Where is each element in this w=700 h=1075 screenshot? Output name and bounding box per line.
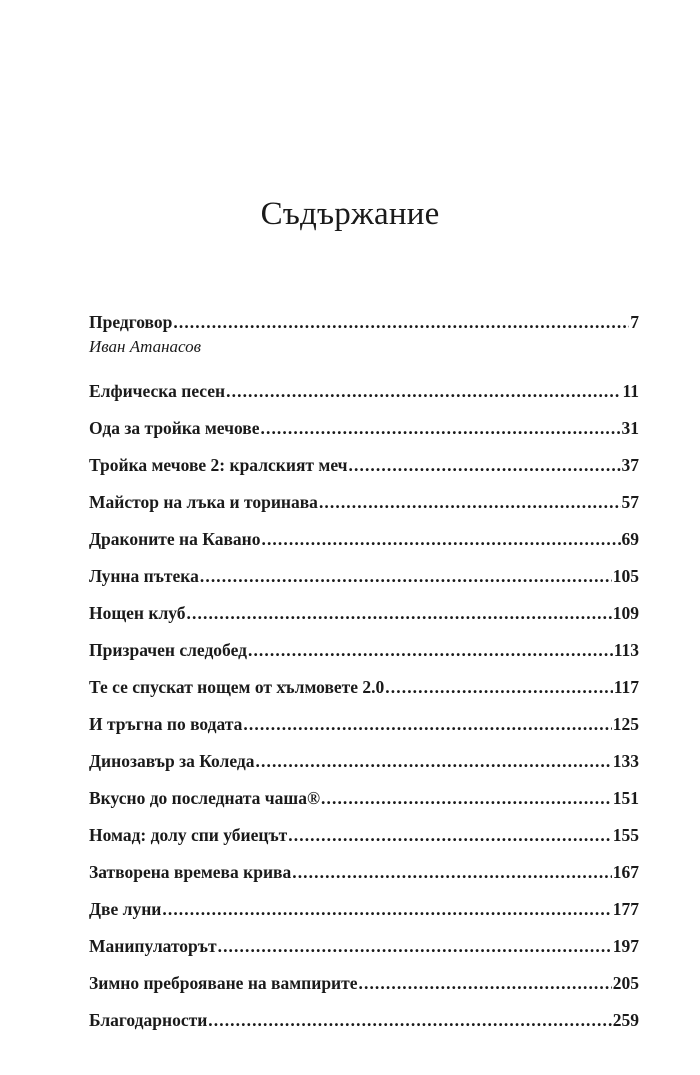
dot-leader: [261, 410, 621, 447]
dot-leader: [385, 669, 612, 706]
toc-entry-author: Иван Атанасов: [89, 337, 202, 356]
toc-row: [89, 706, 639, 743]
dot-leader: [292, 854, 612, 891]
dot-leader: [319, 484, 621, 521]
table-of-contents-heading: Съдържание: [260, 196, 440, 232]
dot-leader: [349, 447, 621, 484]
toc-entry: [89, 484, 639, 521]
toc-row: [89, 780, 639, 817]
dot-leader: [200, 558, 612, 595]
toc-page-number: 31: [621, 418, 639, 438]
toc-page-number: 133: [612, 751, 639, 771]
toc-page-number: 177: [612, 899, 639, 919]
toc-entry: [89, 595, 639, 632]
toc-row: [89, 447, 639, 484]
toc-entry-title: Две луни: [89, 899, 162, 919]
toc-page-number: 167: [612, 862, 639, 882]
toc-row: [89, 928, 639, 965]
toc-page-number: 197: [612, 936, 639, 956]
toc-page-number: 117: [613, 677, 639, 697]
toc-row: [89, 743, 639, 780]
toc-entry-title: Манипулаторът: [89, 936, 217, 956]
dot-leader: [173, 309, 629, 336]
dot-leader: [261, 521, 620, 558]
toc-entry: [89, 965, 639, 1002]
toc-entry-title: Номад: долу спи убиецът: [89, 825, 288, 845]
toc-entry-title: Динозавър за Коледа: [89, 751, 255, 771]
toc-page-number: 151: [612, 788, 639, 808]
toc-entry: [89, 743, 639, 780]
table-of-contents-list: [89, 309, 639, 1039]
toc-entry: [89, 521, 639, 558]
toc-entry: [89, 854, 639, 891]
toc-page-number: 109: [612, 603, 639, 623]
toc-entry: [89, 558, 639, 595]
toc-entry: [89, 632, 639, 669]
dot-leader: [256, 743, 612, 780]
toc-page-number: 37: [621, 455, 639, 475]
toc-entry-title: Нощен клуб: [89, 603, 186, 623]
toc-row: [89, 669, 639, 706]
toc-page-number: 155: [612, 825, 639, 845]
toc-entry: [89, 447, 639, 484]
toc-page-number: 205: [612, 973, 639, 993]
toc-entry: [89, 817, 639, 854]
toc-row: [89, 484, 639, 521]
toc-page-number: 69: [621, 529, 639, 549]
toc-entry-title: Драконите на Кавано: [89, 529, 261, 549]
toc-entry-title: Предговор: [89, 312, 173, 332]
toc-row: [89, 558, 639, 595]
toc-row: [89, 373, 639, 410]
toc-entry: [89, 410, 639, 447]
dot-leader: [162, 891, 611, 928]
toc-entry: [89, 1002, 639, 1039]
toc-entry-title: Елфическа песен: [89, 381, 226, 401]
dot-leader: [208, 1002, 611, 1039]
toc-entry: [89, 891, 639, 928]
toc-row: [89, 410, 639, 447]
toc-entry: [89, 928, 639, 965]
toc-page-number: 125: [612, 714, 639, 734]
toc-page-number: 105: [612, 566, 639, 586]
dot-leader: [248, 632, 613, 669]
toc-entry-title: Те се спускат нощем от хълмовете 2.0: [89, 677, 385, 697]
dot-leader: [243, 706, 611, 743]
toc-entry-title: Призрачен следобед: [89, 640, 247, 660]
toc-entry-title: Лунна пътека: [89, 566, 199, 586]
toc-page-number: 57: [621, 492, 639, 512]
dot-leader: [321, 780, 612, 817]
toc-entry-title: И тръгна по водата: [89, 714, 243, 734]
toc-entry-title: Зимно преброяване на вампирите: [89, 973, 358, 993]
toc-row: [89, 521, 639, 558]
toc-row: [89, 309, 639, 336]
toc-entry-title: Тройка мечове 2: кралският меч: [89, 455, 348, 475]
toc-page-number: 259: [612, 1010, 639, 1030]
toc-entry-title: Затворена времева крива: [89, 862, 292, 882]
toc-page-number: 7: [630, 312, 639, 332]
toc-row: [89, 1002, 639, 1039]
dot-leader: [226, 373, 621, 410]
toc-entry: [89, 780, 639, 817]
dot-leader: [187, 595, 612, 632]
toc-row: [89, 595, 639, 632]
toc-row: [89, 632, 639, 669]
toc-row: [89, 891, 639, 928]
dot-leader: [359, 965, 612, 1002]
toc-row: [89, 965, 639, 1002]
dot-leader: [218, 928, 612, 965]
toc-row: [89, 817, 639, 854]
toc-page-number: 113: [613, 640, 639, 660]
toc-entry-title: Вкусно до последната чаша®: [89, 788, 321, 808]
toc-page-number: 11: [622, 381, 639, 401]
toc-entry-preface: [89, 309, 639, 373]
toc-entry-title: Благодарности: [89, 1010, 208, 1030]
toc-entry-title: Ода за тройка мечове: [89, 418, 260, 438]
toc-row: [89, 854, 639, 891]
toc-entry: [89, 706, 639, 743]
dot-leader: [288, 817, 611, 854]
toc-entry: [89, 669, 639, 706]
toc-entry: [89, 373, 639, 410]
toc-entry-title: Майстор на лъка и торинава: [89, 492, 318, 512]
